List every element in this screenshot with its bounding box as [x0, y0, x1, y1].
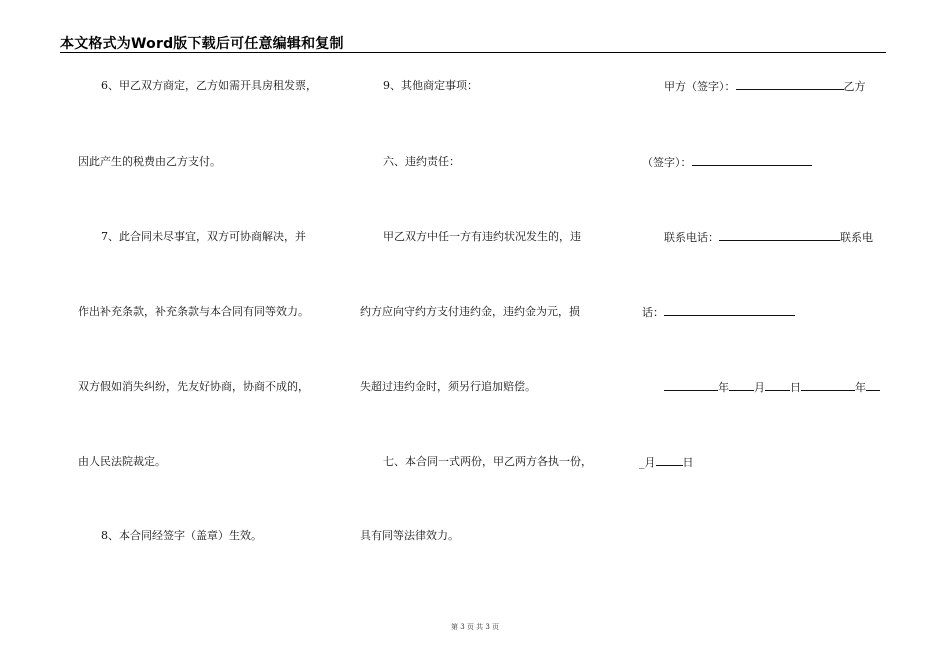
- date-b-year-blank: [801, 380, 855, 391]
- col3-line-1: [664, 79, 866, 94]
- phone-b-label-cont: 话：: [642, 306, 664, 319]
- party-b-sign-blank: [692, 155, 812, 166]
- col3-line-6: [639, 455, 694, 470]
- date-a-day-label: 日: [790, 381, 801, 394]
- phone-a-blank: [719, 230, 840, 241]
- col2-line-6: 七、本合同一式两份，甲乙两方各执一份，: [383, 455, 592, 468]
- date-b-month-label: _月: [639, 456, 656, 469]
- col2-line-7: 具有同等法律效力。: [360, 529, 459, 542]
- date-b-trailing-blank: [866, 380, 880, 391]
- phone-b-blank: [664, 305, 795, 316]
- date-b-year-label: 年: [855, 381, 866, 394]
- col3-line-3: [664, 230, 873, 245]
- date-a-year-label: 年: [718, 381, 729, 394]
- col1-line-6: 由人民法院裁定。: [78, 455, 166, 468]
- col2-line-3: 甲乙双方中任一方有违约状况发生的，违: [383, 230, 581, 243]
- col2-line-2: 六、违约责任：: [383, 155, 460, 168]
- col1-line-7: 8、本合同经签字（盖章）生效。: [101, 529, 262, 542]
- party-a-sign-blank: [736, 79, 844, 90]
- party-b-label: 乙方: [843, 80, 866, 93]
- header-rule: [60, 52, 886, 53]
- date-a-month-blank: [729, 380, 754, 391]
- col3-line-4: [642, 305, 795, 320]
- date-a-year-blank: [664, 380, 718, 391]
- col1-line-1: 6、甲乙双方商定，乙方如需开具房租发票，: [101, 79, 317, 92]
- date-b-day-blank: [656, 455, 683, 466]
- page-footer: 第 3 页 共 3 页: [450, 623, 500, 631]
- col1-line-3: 7、此合同未尽事宜，双方可协商解决，并: [101, 230, 306, 243]
- date-b-day-label: 日: [682, 456, 694, 469]
- phone-a-label: 联系电话：: [664, 231, 719, 244]
- phone-b-label: 联系电: [840, 231, 873, 244]
- col3-line-5: [664, 380, 880, 395]
- col1-line-5: 双方假如消失纠纷，先友好协商，协商不成的，: [78, 380, 309, 393]
- col3-line-2: [642, 155, 812, 170]
- party-a-sign-label: 甲方（签字）：: [664, 80, 736, 93]
- col1-line-4: 作出补充条款，补充条款与本合同有同等效力。: [78, 305, 309, 318]
- date-a-month-label: 月: [754, 381, 765, 394]
- date-a-day-blank: [765, 380, 790, 391]
- party-b-sign-label: （签字）：: [642, 156, 692, 169]
- header-title: 本文格式为Word版下载后可任意编辑和复制: [60, 36, 344, 52]
- col2-line-5: 失超过违约金时，须另行追加赔偿。: [360, 380, 536, 393]
- col1-line-2: 因此产生的税费由乙方支付。: [78, 155, 221, 168]
- col2-line-4: 约方应向守约方支付违约金，违约金为元，损: [360, 305, 580, 318]
- col2-line-1: 9、其他商定事项：: [383, 79, 478, 92]
